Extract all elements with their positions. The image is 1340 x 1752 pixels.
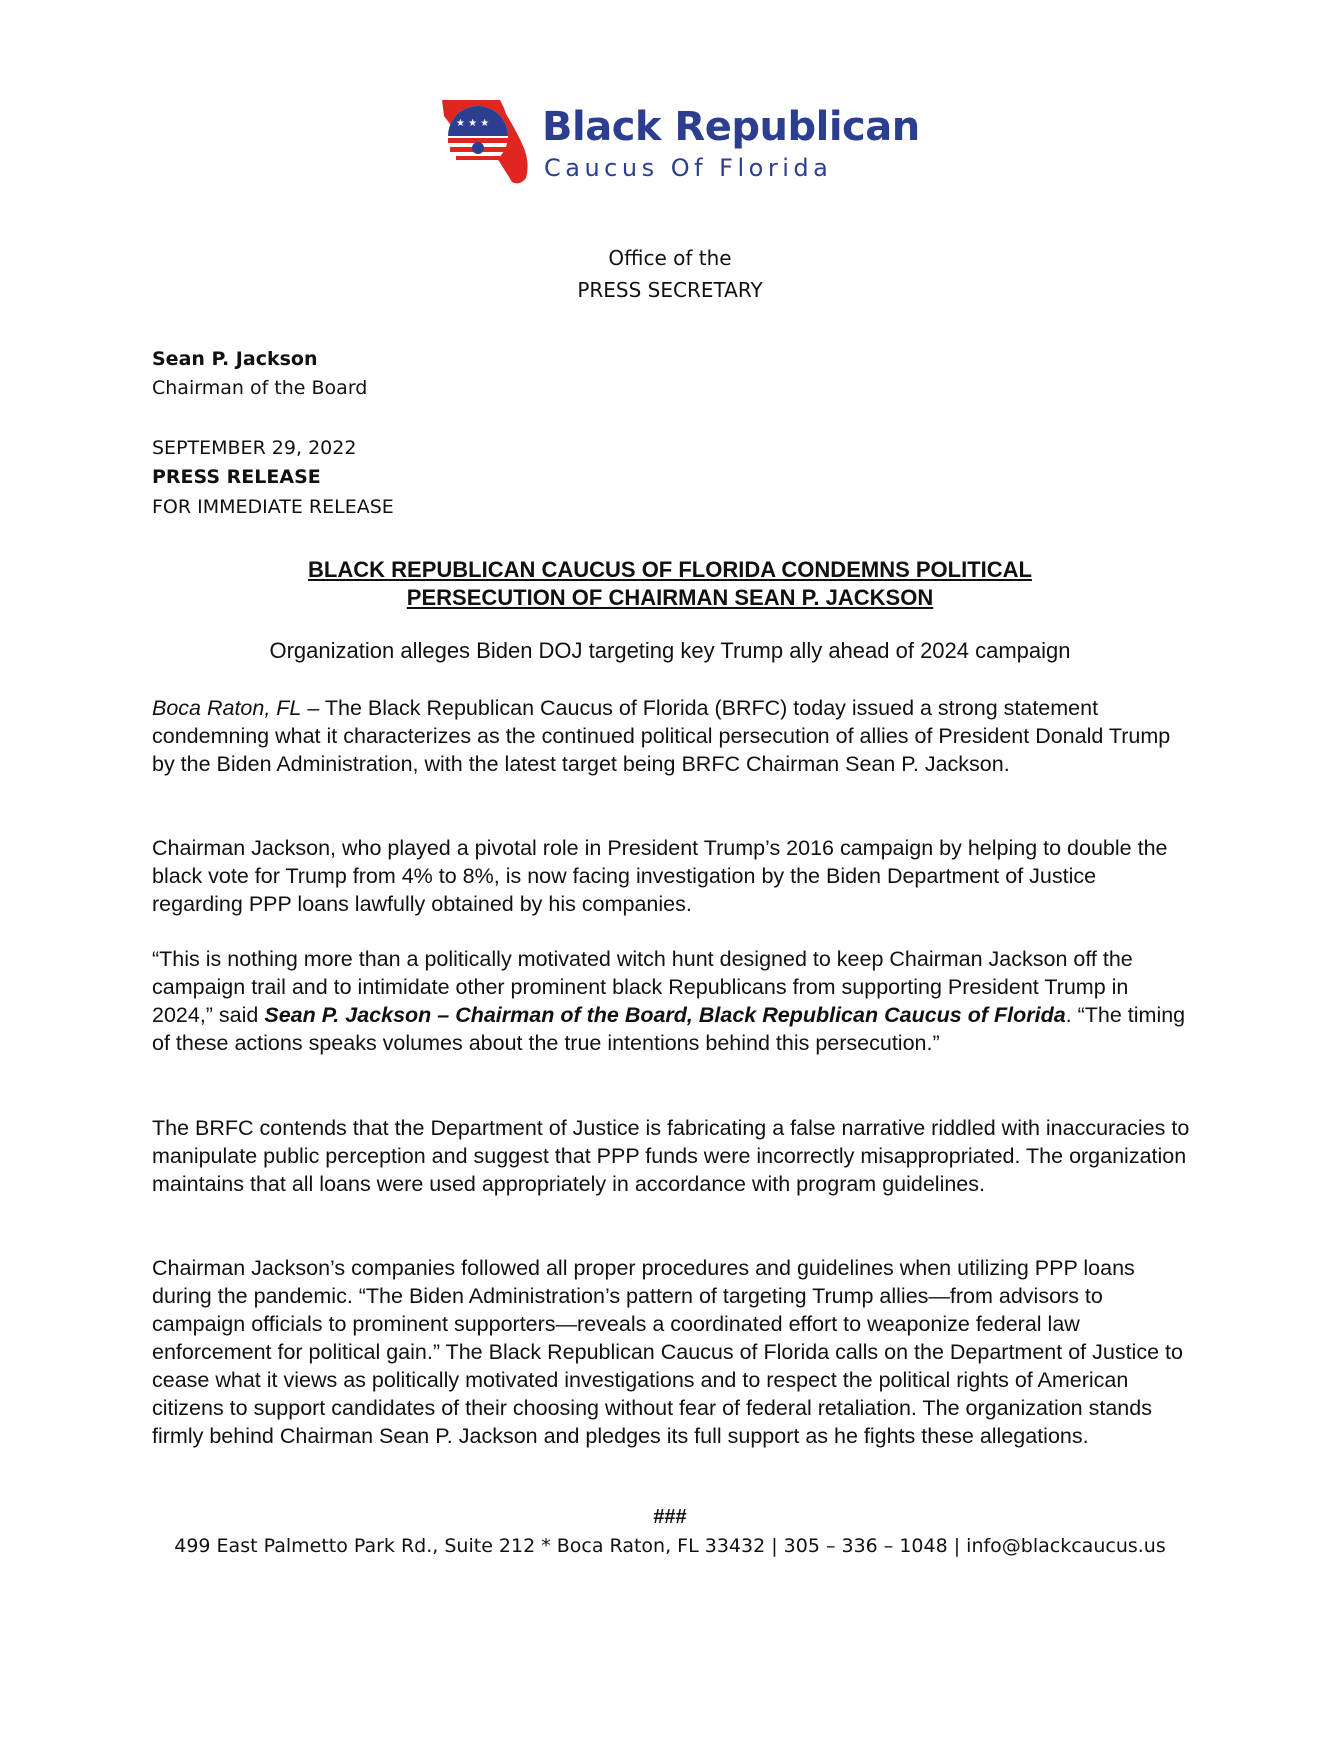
office-line-2: PRESS SECRETARY — [577, 278, 763, 302]
quote-continuation: . “The timing of these actions speaks volumes about the true intentions behind this persecution.” — [152, 1003, 1186, 1055]
release-type: PRESS RELEASE — [152, 466, 321, 488]
sender-name: Sean P. Jackson — [152, 348, 318, 370]
paragraph-3 — [152, 945, 1192, 1057]
paragraph-5: Chairman Jackson’s companies followed all proper procedures and guidelines when utilizing PPP loans during the pandemic. “The Biden Administration’s pattern of targeting Trump allies—from advisors to campaign officials to prominent supporters—reveals a coordinated effort to weaponize federal law enforcement for political gain.” The Black Republican Caucus of Florida calls on the Department of Justice to cease what it views as politically motivated investigations and to respect the political rights of American citizens to support candidates of their choosing without fear of federal retaliation. The organization stands firmly behind Chairman Sean P. Jackson and pledges its full support as he fights these allegations. — [152, 1256, 1183, 1448]
logo-subtitle: Caucus Of Florida — [544, 154, 833, 182]
release-note: FOR IMMEDIATE RELEASE — [152, 496, 394, 518]
svg-text:★ ★ ★: ★ ★ ★ — [456, 118, 490, 129]
paragraph-2: Chairman Jackson, who played a pivotal role in President Trump’s 2016 campaign by helping to double the black vote for Trump from 4% to 8%, is now facing investigation by the Biden Department of Justice regarding PPP loans lawfully obtained by his companies. — [152, 836, 1168, 916]
headline — [0, 556, 1340, 612]
release-date: SEPTEMBER 29, 2022 — [152, 437, 357, 459]
paragraph-1 — [152, 694, 1192, 778]
quote-text: “This is nothing more than a politically motivated witch hunt designed to keep Chairman Jackson off the campaign trail and to intimidate other prominent black Republicans from supporting President Trump in 2024,” said — [152, 947, 1133, 1027]
headline-line-1: BLACK REPUBLICAN CAUCUS OF FLORIDA CONDEMNS POLITICAL — [308, 557, 1032, 582]
footer-contact: 499 East Palmetto Park Rd., Suite 212 * Boca Raton, FL 33432 | 305 – 336 – 1048 | info@blackcaucus.us — [174, 1535, 1166, 1557]
quote-attribution: Sean P. Jackson – Chairman of the Board, Black Republican Caucus of Florida — [264, 1003, 1066, 1027]
organization-logo — [440, 96, 920, 196]
paragraph-4: The BRFC contends that the Department of Justice is fabricating a false narrative riddled with inaccuracies to manipulate public perception and suggest that PPP funds were incorrectly misappropriated. The organization maintains that all loans were used appropriately in accordance with program guidelines. — [152, 1116, 1190, 1196]
logo-title: Black Republican — [542, 104, 920, 150]
headline-line-2: PERSECUTION OF CHAIRMAN SEAN P. JACKSON — [406, 585, 934, 610]
end-mark: ### — [653, 1506, 687, 1528]
sender-title: Chairman of the Board — [152, 377, 368, 399]
subheadline: Organization alleges Biden DOJ targeting key Trump ally ahead of 2024 campaign — [269, 638, 1071, 663]
office-line-1: Office of the — [608, 246, 732, 270]
paragraph-1-text: – The Black Republican Caucus of Florida (BRFC) today issued a strong statement condemning what it characterizes as the continued political persecution of allies of President Donald Trump by the Biden Administration, with the latest target being BRFC Chairman Sean P. Jackson. — [152, 696, 1171, 776]
dateline: Boca Raton, FL — [152, 696, 302, 720]
florida-flag-emblem-icon — [440, 96, 540, 196]
